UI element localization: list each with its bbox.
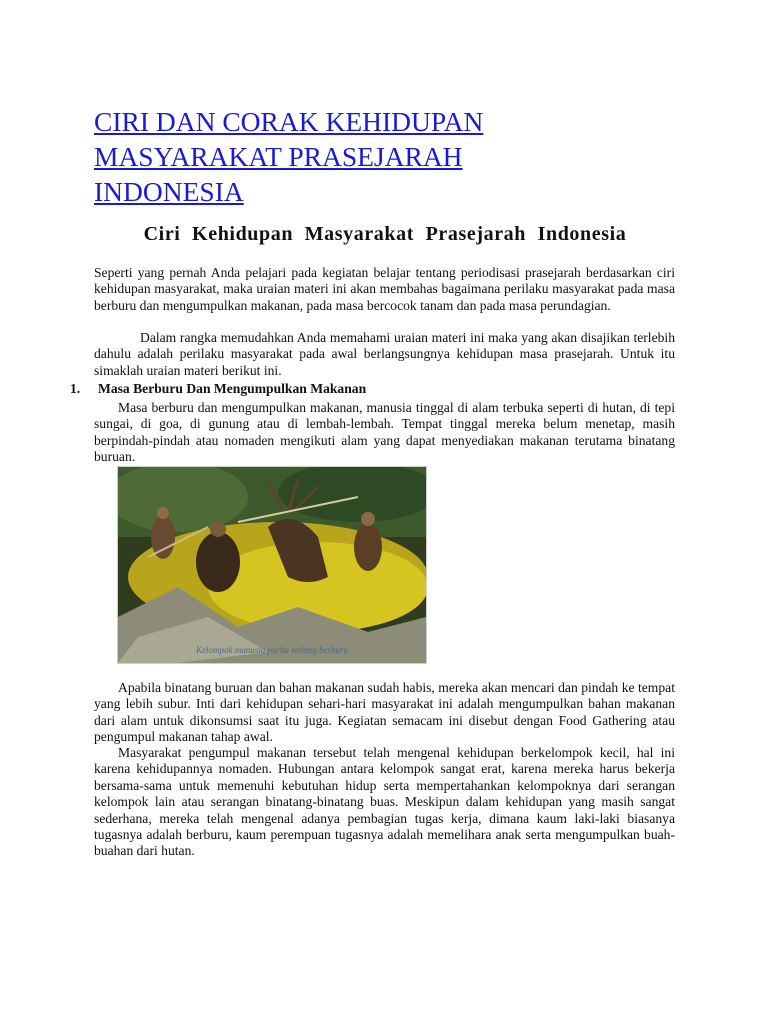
section-heading-1 xyxy=(70,381,366,397)
paragraph-intro-text: Seperti yang pernah Anda pelajari pada kegiatan belajar tentang periodisasi prasejarah berdasarkan ciri kehidupan masyarakat, maka uraian materi ini akan membahas bagaimana perilaku masyarakat pada masa berburu dan mengumpulkan makanan, pada masa bercocok tanam dan pada masa perundagian. xyxy=(94,265,675,313)
section-number: 1. xyxy=(70,381,81,396)
paragraph-food-gathering-text: Apabila binatang buruan dan bahan makanan sudah habis, mereka akan mencari dan pindah ke tempat yang lebih subur. Inti dari kehidupan sehari-hari masyarakat ini adalah mengumpulkan bahan makanan dari alam untuk dikonsumsi saat itu juga. Kegiatan semacam ini disebut dengan Food Gathering atau pengumpul makanan tahap awal. xyxy=(94,680,675,745)
paragraph-group-life-text: Masyarakat pengumpul makanan tersebut telah mengenal kehidupan berkelompok kecil, hal ini karena kehidupannya nomaden. Hubungan antara kelompok sangat erat, karena mereka harus bekerja bersama-sama untuk memenuhi kebutuhan hidup serta mempertahankan kelompoknya dari serangan kelompok lain atau serangan binatang-binatang buas. Meskipun dalam kehidupan yang masih sangat sederhana, mereka telah mengenal adanya pembagian tugas kerja, dimana kaum laki-laki biasanya tugasnya adalah berburu, kaum perempuan tugasnya adalah memelihara anak serta mengumpulkan buah-buahan dari hutan. xyxy=(94,745,675,859)
paragraph-group-life xyxy=(94,745,675,860)
figure-caption: Kelompok manusia purba sedang berburu xyxy=(196,645,348,655)
hunting-illustration xyxy=(117,466,427,664)
hunting-scene-image xyxy=(118,467,426,663)
section-heading-text: Masa Berburu Dan Mengumpulkan Makanan xyxy=(98,381,367,396)
paragraph-hunting xyxy=(94,400,675,466)
paragraph-second-text: Dalam rangka memudahkan Anda memahami uraian materi ini maka yang akan disajikan terlebih dahulu adalah perilaku masyarakat pada awal berlangsungnya kehidupan masa prasejarah. Untuk itu simaklah uraian materi berikut ini. xyxy=(94,330,675,378)
document-subtitle: Ciri Kehidupan Masyarakat Prasejarah Indonesia xyxy=(143,223,627,245)
paragraph-second xyxy=(94,330,675,379)
paragraph-intro xyxy=(94,265,675,314)
title-line-1[interactable]: CIRI DAN CORAK KEHIDUPAN xyxy=(94,106,484,137)
title-line-3[interactable]: INDONESIA xyxy=(94,176,244,207)
paragraph-food-gathering xyxy=(94,680,675,746)
document-title[interactable] xyxy=(94,104,654,209)
title-line-2[interactable]: MASYARAKAT PRASEJARAH xyxy=(94,141,463,172)
paragraph-hunting-text: Masa berburu dan mengumpulkan makanan, manusia tinggal di alam terbuka seperti di hutan, di tepi sungai, di goa, di gunung atau di lembah-lembah. Tempat tinggal mereka belum menetap, masih berpindah-pindah atau nomaden mengikuti alam yang dapat menyediakan makanan terutama binatang buruan. xyxy=(94,400,675,465)
